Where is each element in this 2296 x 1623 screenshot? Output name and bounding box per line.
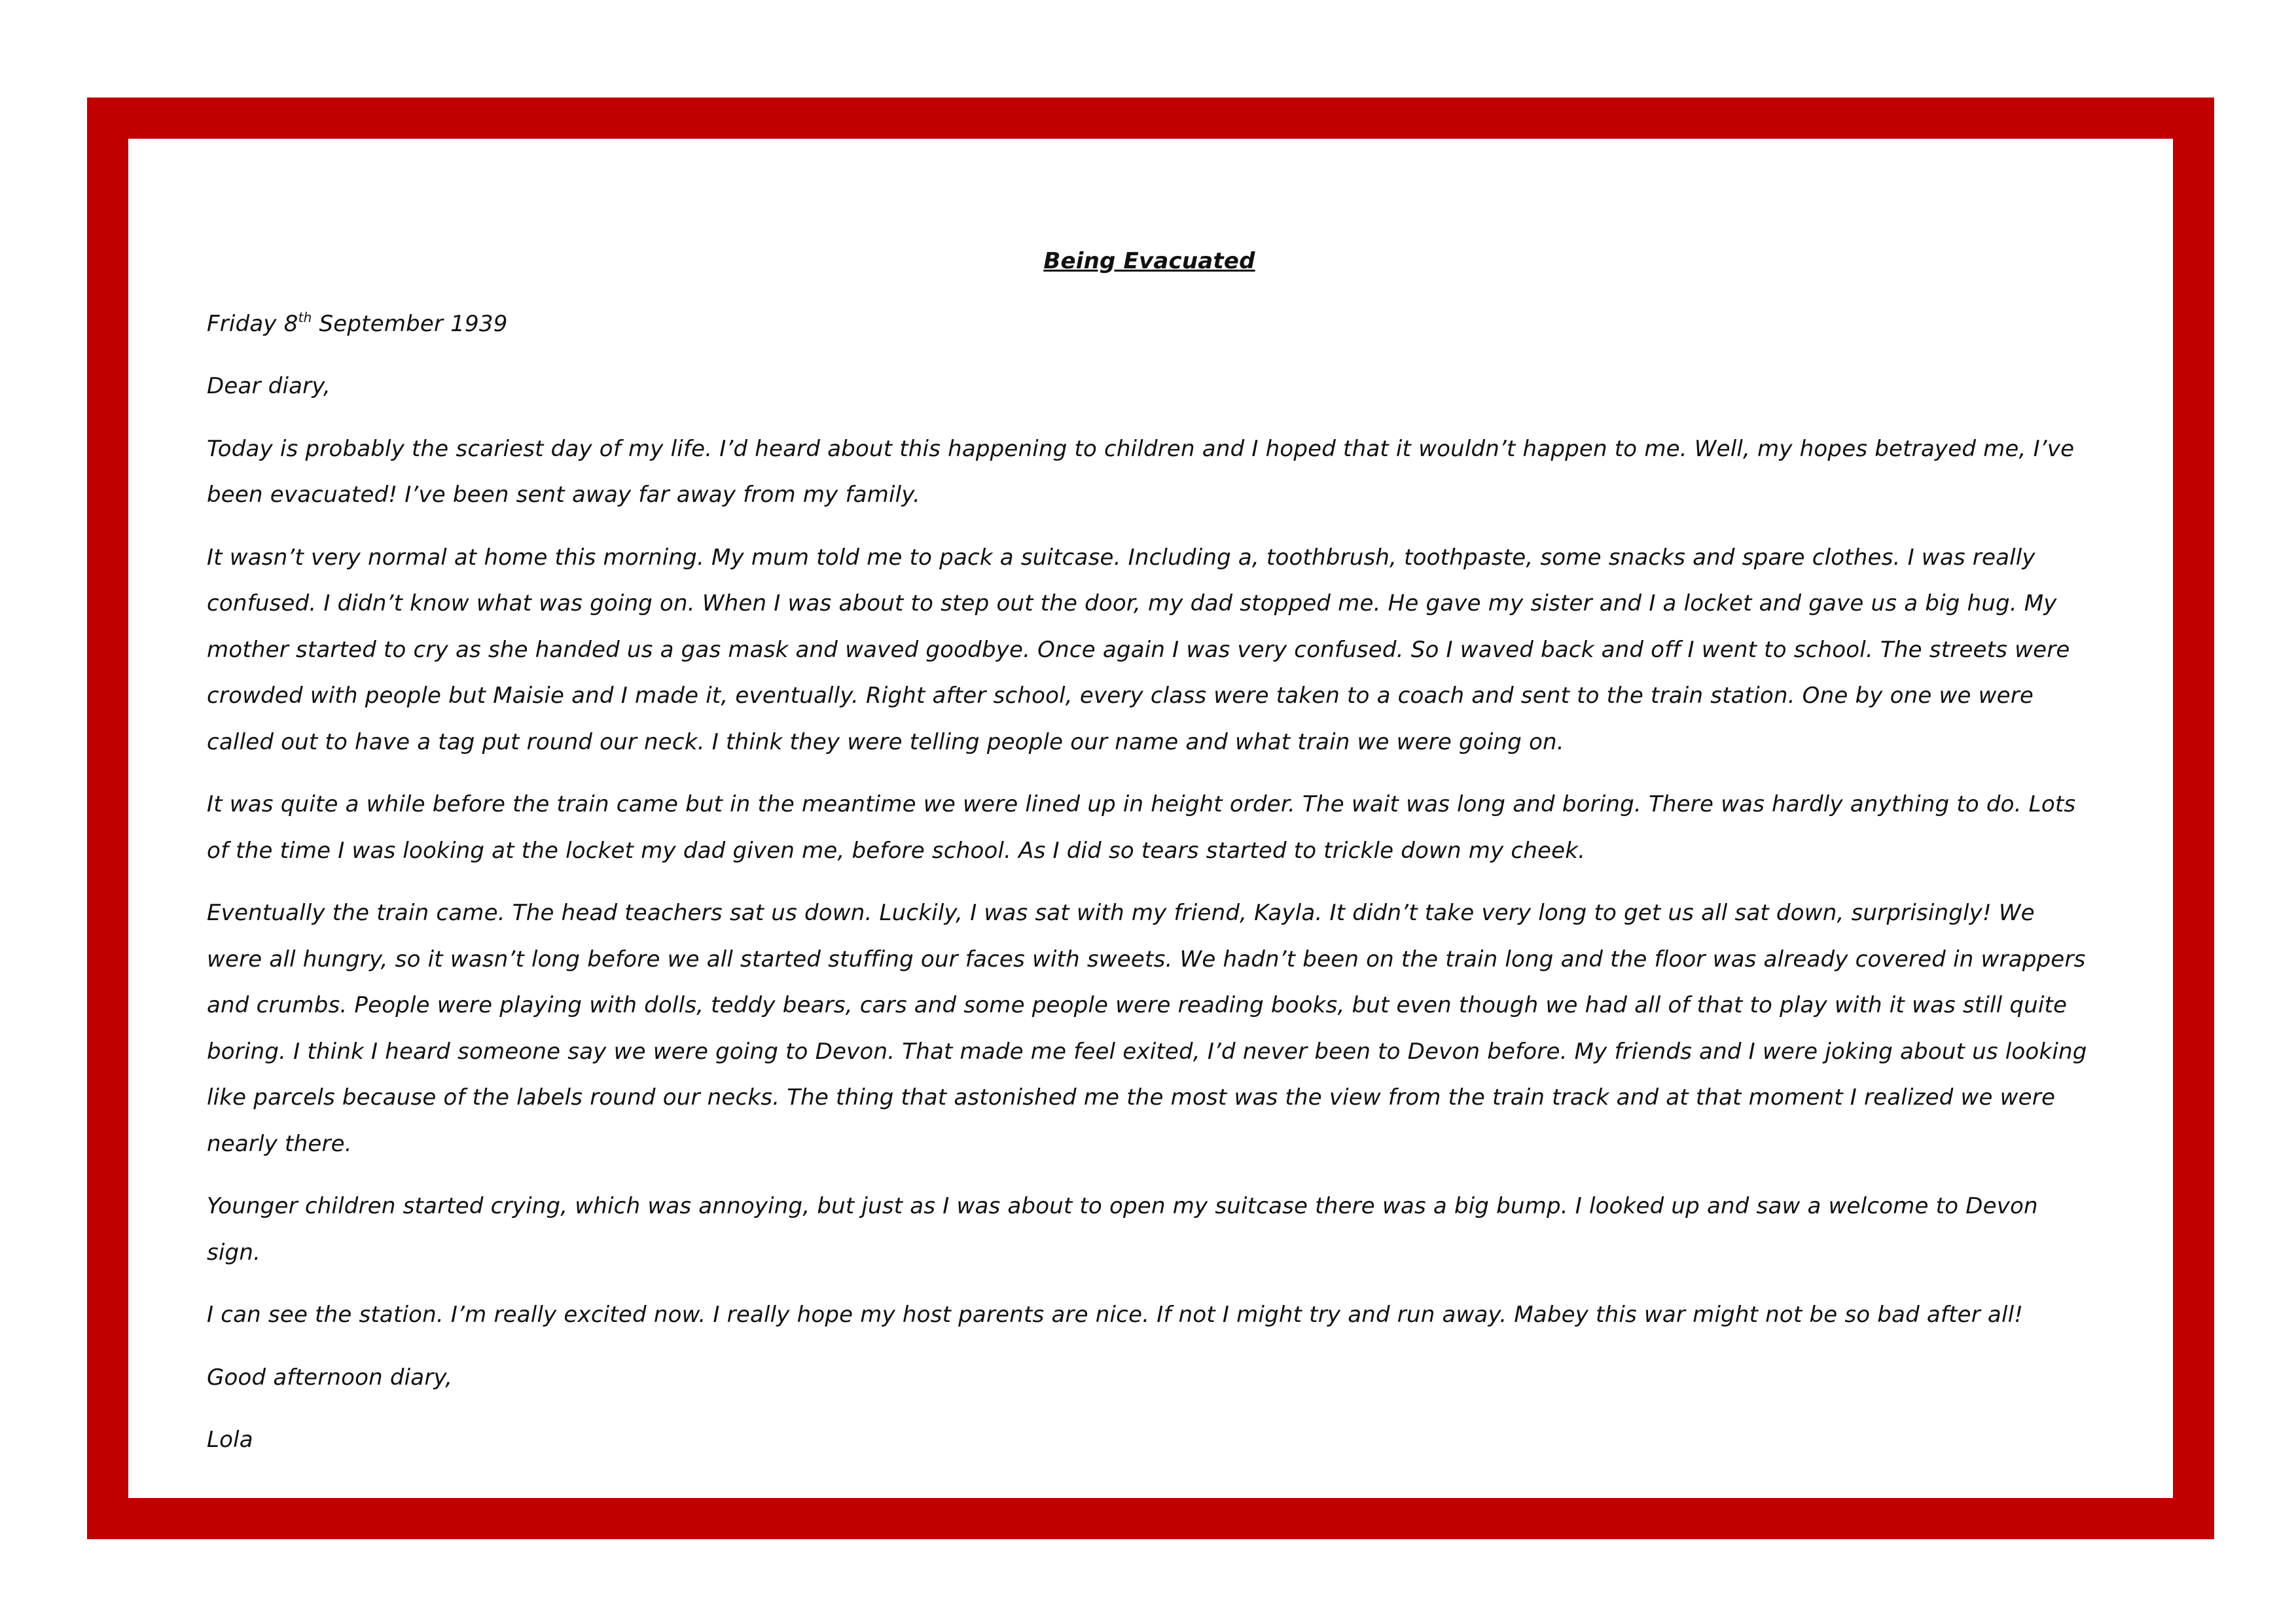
closing: Good afternoon diary,	[207, 1364, 453, 1391]
entry-date-rest: September 1939	[312, 310, 508, 337]
paragraph-3: It was quite a while before the train came but in the meantime we were lined up in height order. The wait was long and boring. There was hardly anything to do. Lots of the time I was looking at the locket my dad given me, before school. As I did so tears started to trickle down my cheek.	[207, 791, 2076, 864]
document-title: Being Evacuated	[1043, 248, 1255, 274]
paragraph-5: Younger children started crying, which was annoying, but just as I was about to open my suitcase there was a big bump. I looked up and saw a welcome to Devon sign.	[207, 1193, 2038, 1266]
paragraph-4: Eventually the train came. The head teachers sat us down. Luckily, I was sat with my friend, Kayla. It didn’t take very long to get us all sat down, surprisingly! We were all hungry, so it wasn’t long before we all started stuffing our faces with sweets. We hadn’t been on the train long and the floor was already covered in wrappers and crumbs. People were playing with dolls, teddy bears, cars and some people were reading books, but even though we had all of that to play with it was still quite boring. I think I heard someone say we were going to Devon. That made me feel exited, I’d never been to Devon before. My friends and I were joking about us looking like parcels because of the labels round our necks. The thing that astonished me the most was the view from the train track and at that moment I realized we were nearly there.	[207, 900, 2087, 1157]
entry-date-suffix: th	[298, 309, 312, 325]
greeting: Dear diary,	[207, 373, 331, 399]
signature: Lola	[207, 1427, 253, 1453]
entry-date-day: Friday 8	[207, 310, 298, 337]
entry-date	[207, 301, 2092, 348]
diary-entry	[207, 238, 2092, 1480]
paragraph-2: It wasn’t very normal at home this morning. My mum told me to pack a suitcase. Including a, toothbrush, toothpaste, some snacks and spare clothes. I was really confused. I didn’t know what was going on. When I was about to step out the door, my dad stopped me. He gave my sister and I a locket and gave us a big hug. My mother started to cry as she handed us a gas mask and waved goodbye. Once again I was very confused. So I waved back and off I went to school. The streets were crowded with people but Maisie and I made it, eventually. Right after school, every class were taken to a coach and sent to the train station. One by one we were called out to have a tag put round our neck. I think they were telling people our name and what train we were going on.	[207, 544, 2070, 755]
paragraph-6: I can see the station. I’m really excited now. I really hope my host parents are nice. If not I might try and run away. Mabey this war might not be so bad after all!	[207, 1302, 2024, 1328]
paragraph-1: Today is probably the scariest day of my life. I’d heard about this happening to children and I hoped that it wouldn’t happen to me. Well, my hopes betrayed me, I’ve been evacuated! I’ve been sent away far away from my family.	[207, 435, 2075, 508]
